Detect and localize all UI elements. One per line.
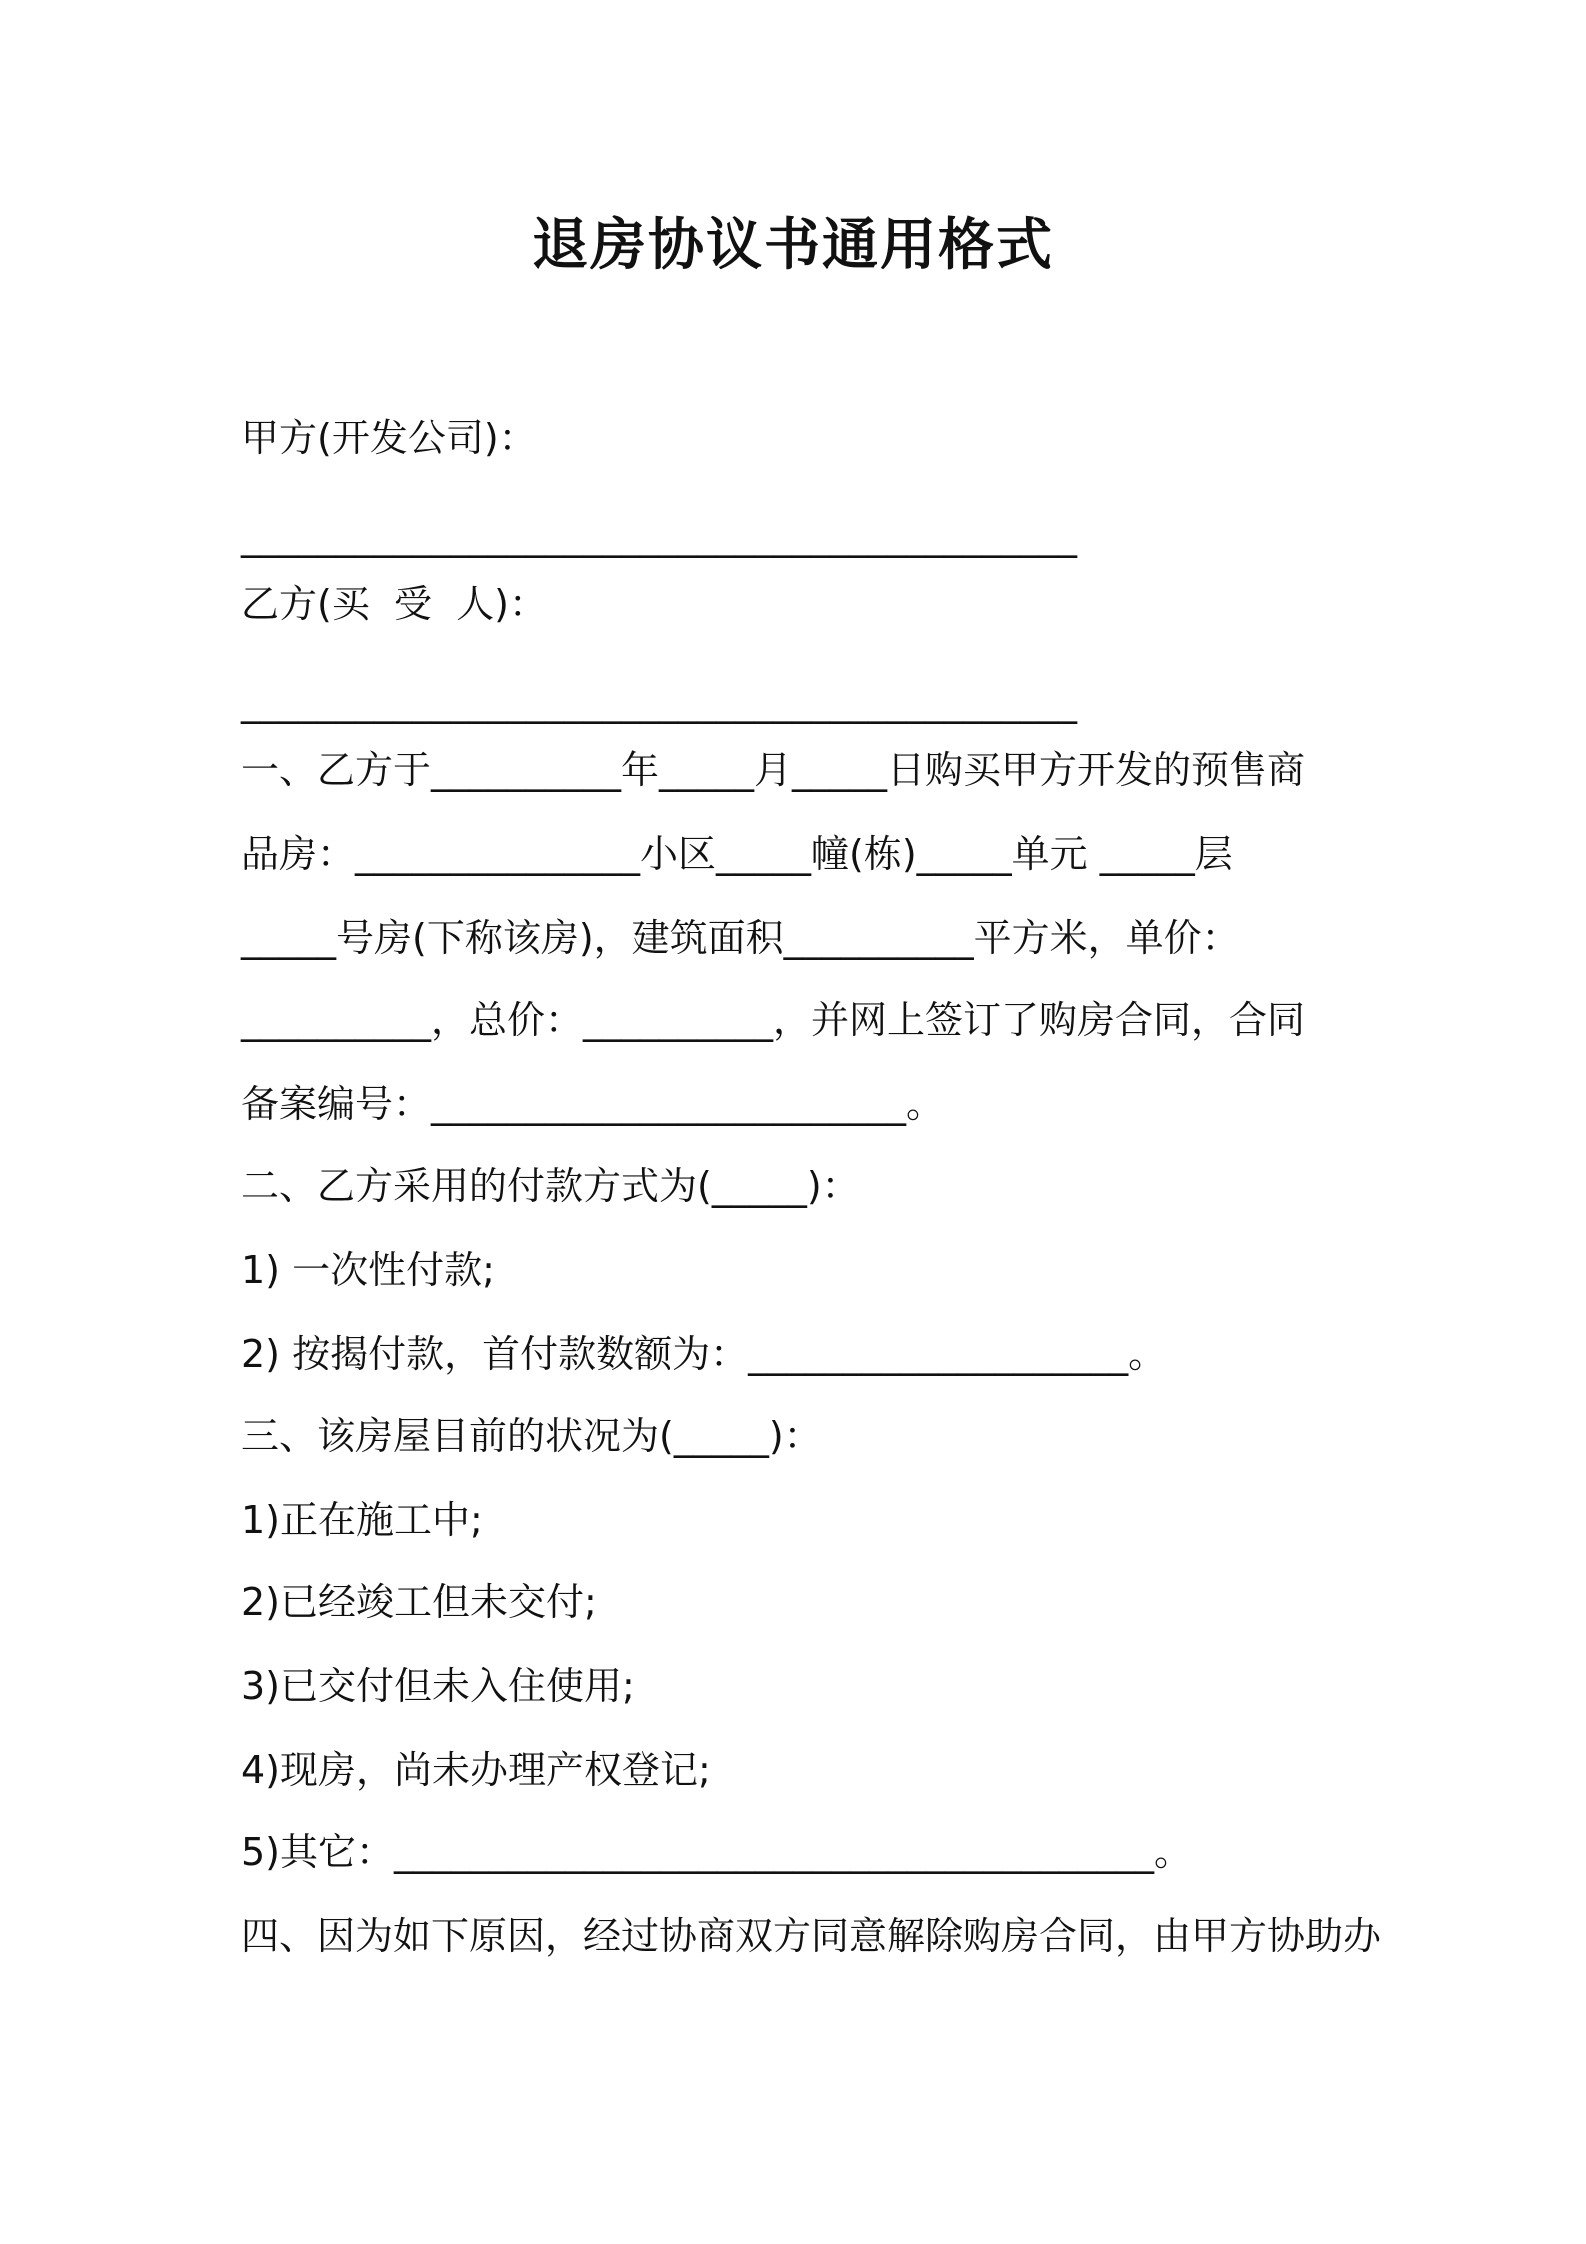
clause-3-option-4: 4)现房，尚未办理产权登记;	[241, 1748, 711, 1792]
clause-2-heading: 二、乙方采用的付款方式为(_____)：	[241, 1164, 860, 1208]
clause-2-option-1: 1) 一次性付款;	[241, 1248, 495, 1292]
clause-3-heading: 三、该房屋目前的状况为(_____)：	[241, 1414, 822, 1458]
document-title: 退房协议书通用格式	[532, 213, 1054, 278]
clause-1-line-2: 品房：_______________小区_____幢(栋)_____单元 _____层	[241, 832, 1233, 876]
clause-1-line-4: __________，总价：__________，并网上签订了购房合同，合同	[241, 998, 1306, 1042]
clause-1-line-3: _____号房(下称该房)，建筑面积__________平方米，单价：	[241, 916, 1240, 960]
clause-3-option-3: 3)已交付但未入住使用;	[241, 1664, 635, 1708]
clause-1-line-5: 备案编号：_________________________。	[241, 1082, 945, 1126]
clause-3-option-1: 1)正在施工中;	[241, 1498, 483, 1542]
party-b-blank: ____________________________________________	[241, 680, 1077, 724]
party-a-blank: ____________________________________________	[241, 514, 1077, 558]
clause-2-option-2: 2) 按揭付款，首付款数额为：____________________。	[241, 1332, 1167, 1376]
party-b-label: 乙方(买 受 人)：	[241, 582, 547, 626]
clause-1-line-1: 一、乙方于__________年_____月_____日购买甲方开发的预售商	[241, 748, 1306, 792]
party-a-label: 甲方(开发公司)：	[241, 416, 537, 460]
clause-4-line-1: 四、因为如下原因，经过协商双方同意解除购房合同，由甲方协助办	[241, 1914, 1382, 1958]
clause-3-option-5: 5)其它：________________________________________。	[241, 1830, 1193, 1874]
clause-3-option-2: 2)已经竣工但未交付;	[241, 1580, 597, 1624]
